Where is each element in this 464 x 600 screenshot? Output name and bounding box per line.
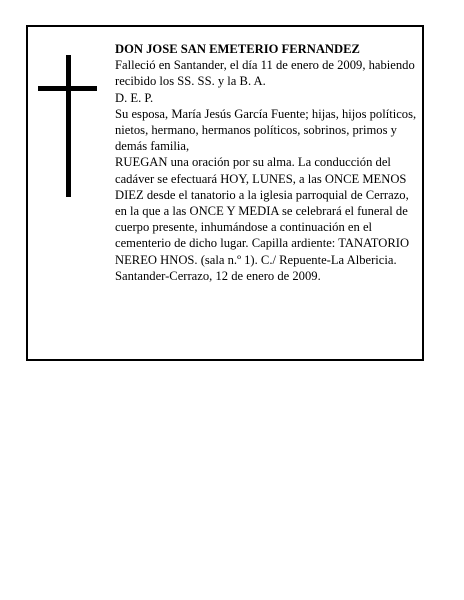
- deceased-name: DON JOSE SAN EMETERIO FERNANDEZ: [115, 42, 360, 56]
- rip-line: D. E. P.: [115, 90, 154, 105]
- obituary-notice: [26, 25, 424, 361]
- obituary-text: [115, 41, 421, 284]
- family-list: Su esposa, María Jesús García Fuente; hijas, hijos políticos, nietos, hermano, hermanos políticos, sobrinos, primos y demás familia,: [115, 106, 417, 154]
- cross-horizontal-bar: [38, 86, 97, 91]
- cross-vertical-bar: [66, 55, 71, 197]
- place-date: Santander-Cerrazo, 12 de enero de 2009.: [115, 268, 321, 283]
- death-notice: Falleció en Santander, el día 11 de enero de 2009, habiendo recibido los SS. SS. y la B. A.: [115, 58, 415, 89]
- funeral-request: RUEGAN una oración por su alma. La conducción del cadáver se efectuará HOY, LUNES, a las ONCE MENOS DIEZ desde el tanatorio a la iglesia parroquial de Cerrazo, en la que a las ONCE Y MEDIA se celebrará el funeral de cuerpo presente, inhumándose a continuación en el cementerio de dicho lugar. Capilla ardiente: TANATORIO NEREO HNOS. (sala n.º 1). C./ Repuente-La Albericia.: [115, 155, 410, 267]
